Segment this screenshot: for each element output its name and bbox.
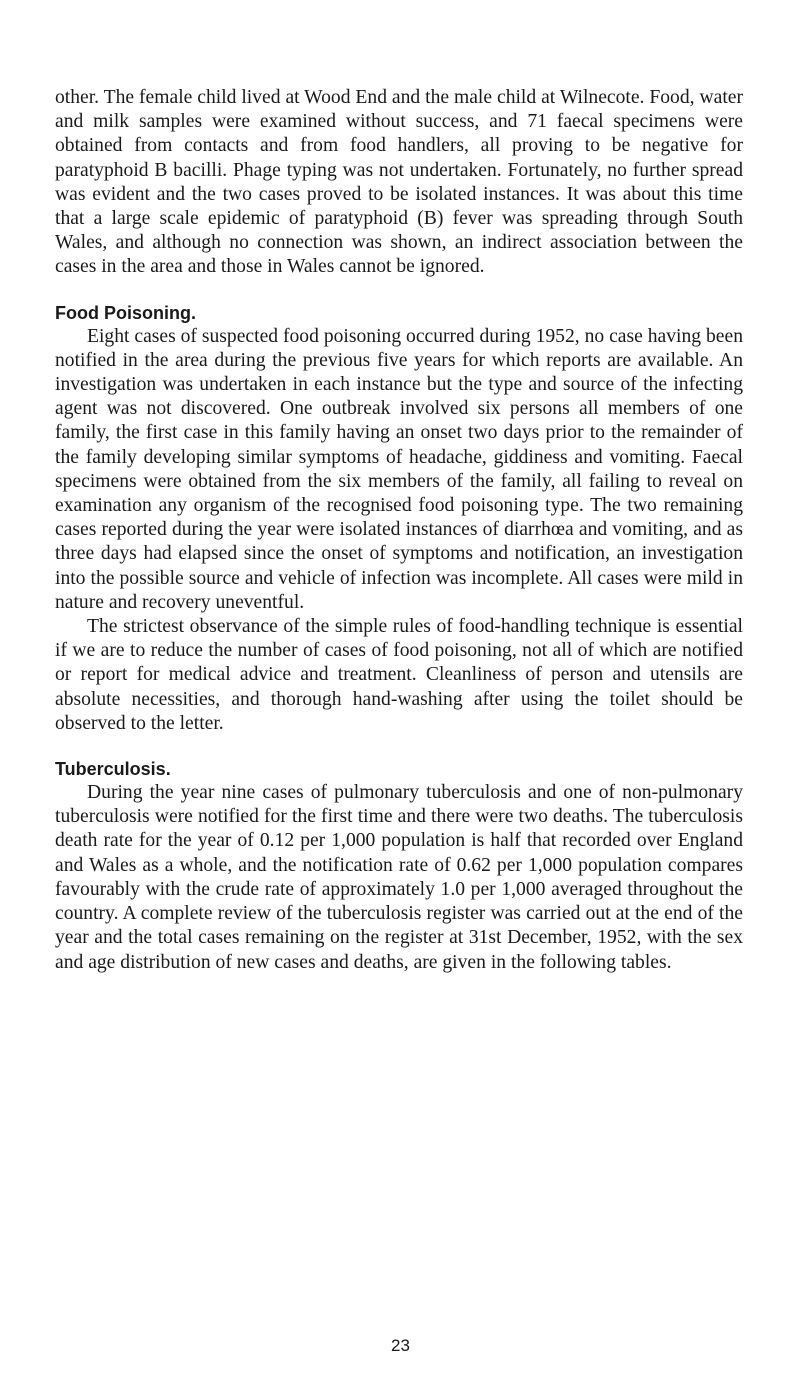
- food-poisoning-paragraph-1: Eight cases of suspected food poisoning occurred during 1952, no case having been notified in the area during the previous five years for which reports are available. An investigation was undertaken in each instance but the type and source of the infecting agent was not discovered. One outbreak involved six persons all members of one family, the first case in this family having an onset two days prior to the remainder of the family developing similar symptoms of headache, giddiness and vomiting. Faecal specimens were obtained from the six members of the family, all failing to reveal on examination any organism of the recognised food poisoning type. The two remaining cases reported during the year were isolated instances of diarrhœa and vomiting, and as three days had elapsed since the onset of symptoms and notification, an investigation into the possible source and vehicle of infection was incomplete. All cases were mild in nature and recovery uneventful.: [55, 325, 743, 613]
- document-page: [55, 86, 743, 975]
- tuberculosis-paragraph: During the year nine cases of pulmonary tuberculosis and one of non-pulmonary tuberculosis were notified for the first time and there were two deaths. The tuberculosis death rate for the year of 0.12 per 1,000 population is half that recorded over England and Wales as a whole, and the notification rate of 0.62 per 1,000 population compares favourably with the crude rate of approximately 1.0 per 1,000 averaged throughout the country. A complete review of the tuberculosis register was carried out at the end of the year and the total cases remaining on the register at 31st December, 1952, with the sex and age distribution of new cases and deaths, are given in the following tables.: [55, 782, 743, 973]
- tuberculosis-heading: Tuberculosis.: [55, 759, 171, 780]
- food-poisoning-heading: Food Poisoning.: [55, 302, 196, 323]
- food-poisoning-paragraph-2: The strictest observance of the simple rules of food-handling technique is essential if we are to reduce the number of cases of food poisoning, not all of which are notified or report for medical advice and treatment. Cleanliness of person and utensils are absolute necessities, and thorough hand-washing after using the toilet should be observed to the letter.: [55, 616, 743, 734]
- page-number: 23: [391, 1336, 410, 1355]
- intro-paragraph: other. The female child lived at Wood End and the male child at Wilnecote. Food, water and milk samples were examined without success, and 71 faecal specimens were obtained from contacts and from food handlers, all proving to be negative for paratyphoid B bacilli. Phage typing was not undertaken. Fortunately, no further spread was evident and the two cases proved to be isolated instances. It was about this time that a large scale epidemic of paratyphoid (B) fever was spreading through South Wales, and although no connection was shown, an indirect association between the cases in the area and those in Wales cannot be ignored.: [55, 87, 743, 278]
